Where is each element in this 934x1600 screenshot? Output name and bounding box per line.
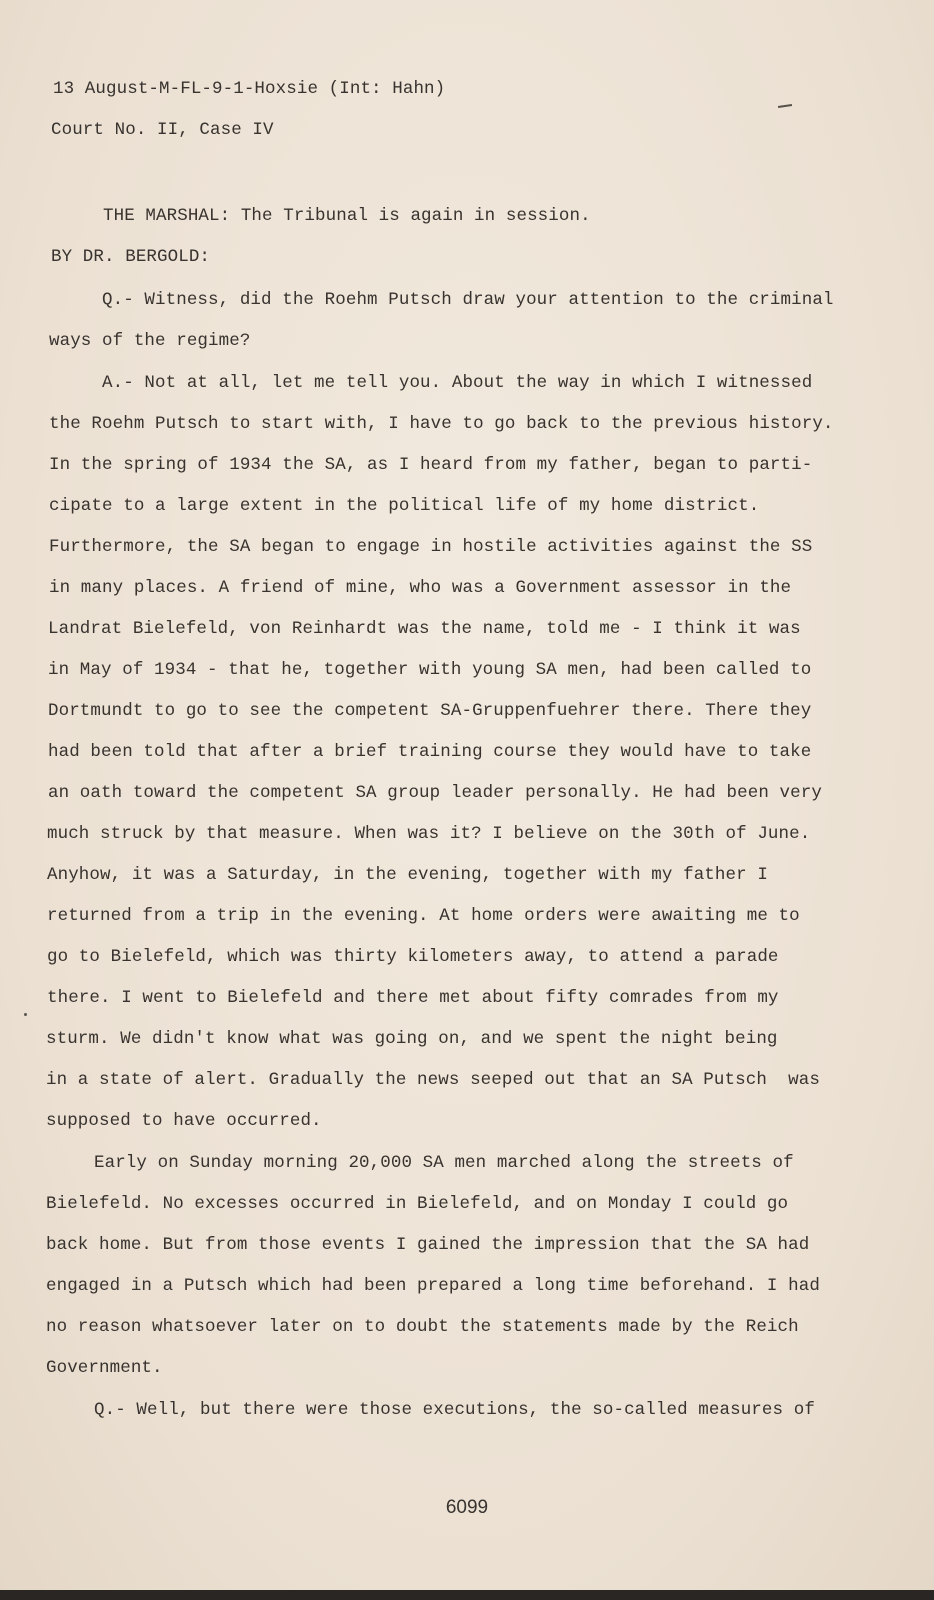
text-line: engaged in a Putsch which had been prepared a long time beforehand. I had: [46, 1276, 820, 1296]
text-line: Anyhow, it was a Saturday, in the evening, together with my father I: [47, 865, 768, 885]
text-line: In the spring of 1934 the SA, as I heard from my father, began to parti-: [49, 455, 813, 475]
text-line: go to Bielefeld, which was thirty kilometers away, to attend a parade: [47, 947, 779, 967]
text-line: ways of the regime?: [49, 331, 251, 351]
page-number: 6099: [445, 1497, 489, 1518]
text-line: sturm. We didn't know what was going on, and we spent the night being: [46, 1029, 778, 1049]
text-line: Landrat Bielefeld, von Reinhardt was the name, told me - I think it was: [48, 619, 801, 639]
text-line: an oath toward the competent SA group leader personally. He had been very: [48, 783, 822, 803]
text-line: Government.: [46, 1358, 163, 1378]
header-line-1: 13 August-M-FL-9-1-Hoxsie (Int: Hahn): [53, 79, 446, 99]
text-line: THE MARSHAL: The Tribunal is again in session.: [103, 206, 591, 226]
text-line: in many places. A friend of mine, who was a Government assessor in the: [49, 578, 792, 598]
scan-edge: [0, 1590, 934, 1600]
ink-spot: [24, 1013, 27, 1016]
text-line: much struck by that measure. When was it? I believe on the 30th of June.: [47, 824, 811, 844]
text-line: Q.- Well, but there were those executions, the so-called measures of: [94, 1400, 815, 1420]
text-line: had been told that after a brief training course they would have to take: [48, 742, 812, 762]
header-line-2: Court No. II, Case IV: [51, 120, 274, 140]
text-line: Early on Sunday morning 20,000 SA men marched along the streets of: [94, 1153, 794, 1173]
text-line: no reason whatsoever later on to doubt the statements made by the Reich: [46, 1317, 799, 1337]
text-line: in a state of alert. Gradually the news seeped out that an SA Putsch was: [46, 1070, 820, 1090]
text-line: supposed to have occurred.: [46, 1111, 322, 1131]
pen-mark: [778, 104, 792, 108]
text-line: A.- Not at all, let me tell you. About the way in which I witnessed: [102, 373, 813, 393]
text-line: cipate to a large extent in the political life of my home district.: [49, 496, 760, 516]
text-line: back home. But from those events I gained the impression that the SA had: [46, 1235, 810, 1255]
text-line: Furthermore, the SA began to engage in hostile activities against the SS: [49, 537, 813, 557]
text-line: the Roehm Putsch to start with, I have to go back to the previous history.: [49, 414, 834, 434]
text-line: returned from a trip in the evening. At home orders were awaiting me to: [47, 906, 800, 926]
text-line: Q.- Witness, did the Roehm Putsch draw your attention to the criminal: [102, 290, 834, 310]
text-line: Dortmundt to go to see the competent SA-Gruppenfuehrer there. There they: [48, 701, 812, 721]
text-line: there. I went to Bielefeld and there met about fifty comrades from my: [47, 988, 779, 1008]
text-line: Bielefeld. No excesses occurred in Bielefeld, and on Monday I could go: [46, 1194, 789, 1214]
text-line: in May of 1934 - that he, together with young SA men, had been called to: [48, 660, 812, 680]
text-line: BY DR. BERGOLD:: [51, 247, 211, 267]
